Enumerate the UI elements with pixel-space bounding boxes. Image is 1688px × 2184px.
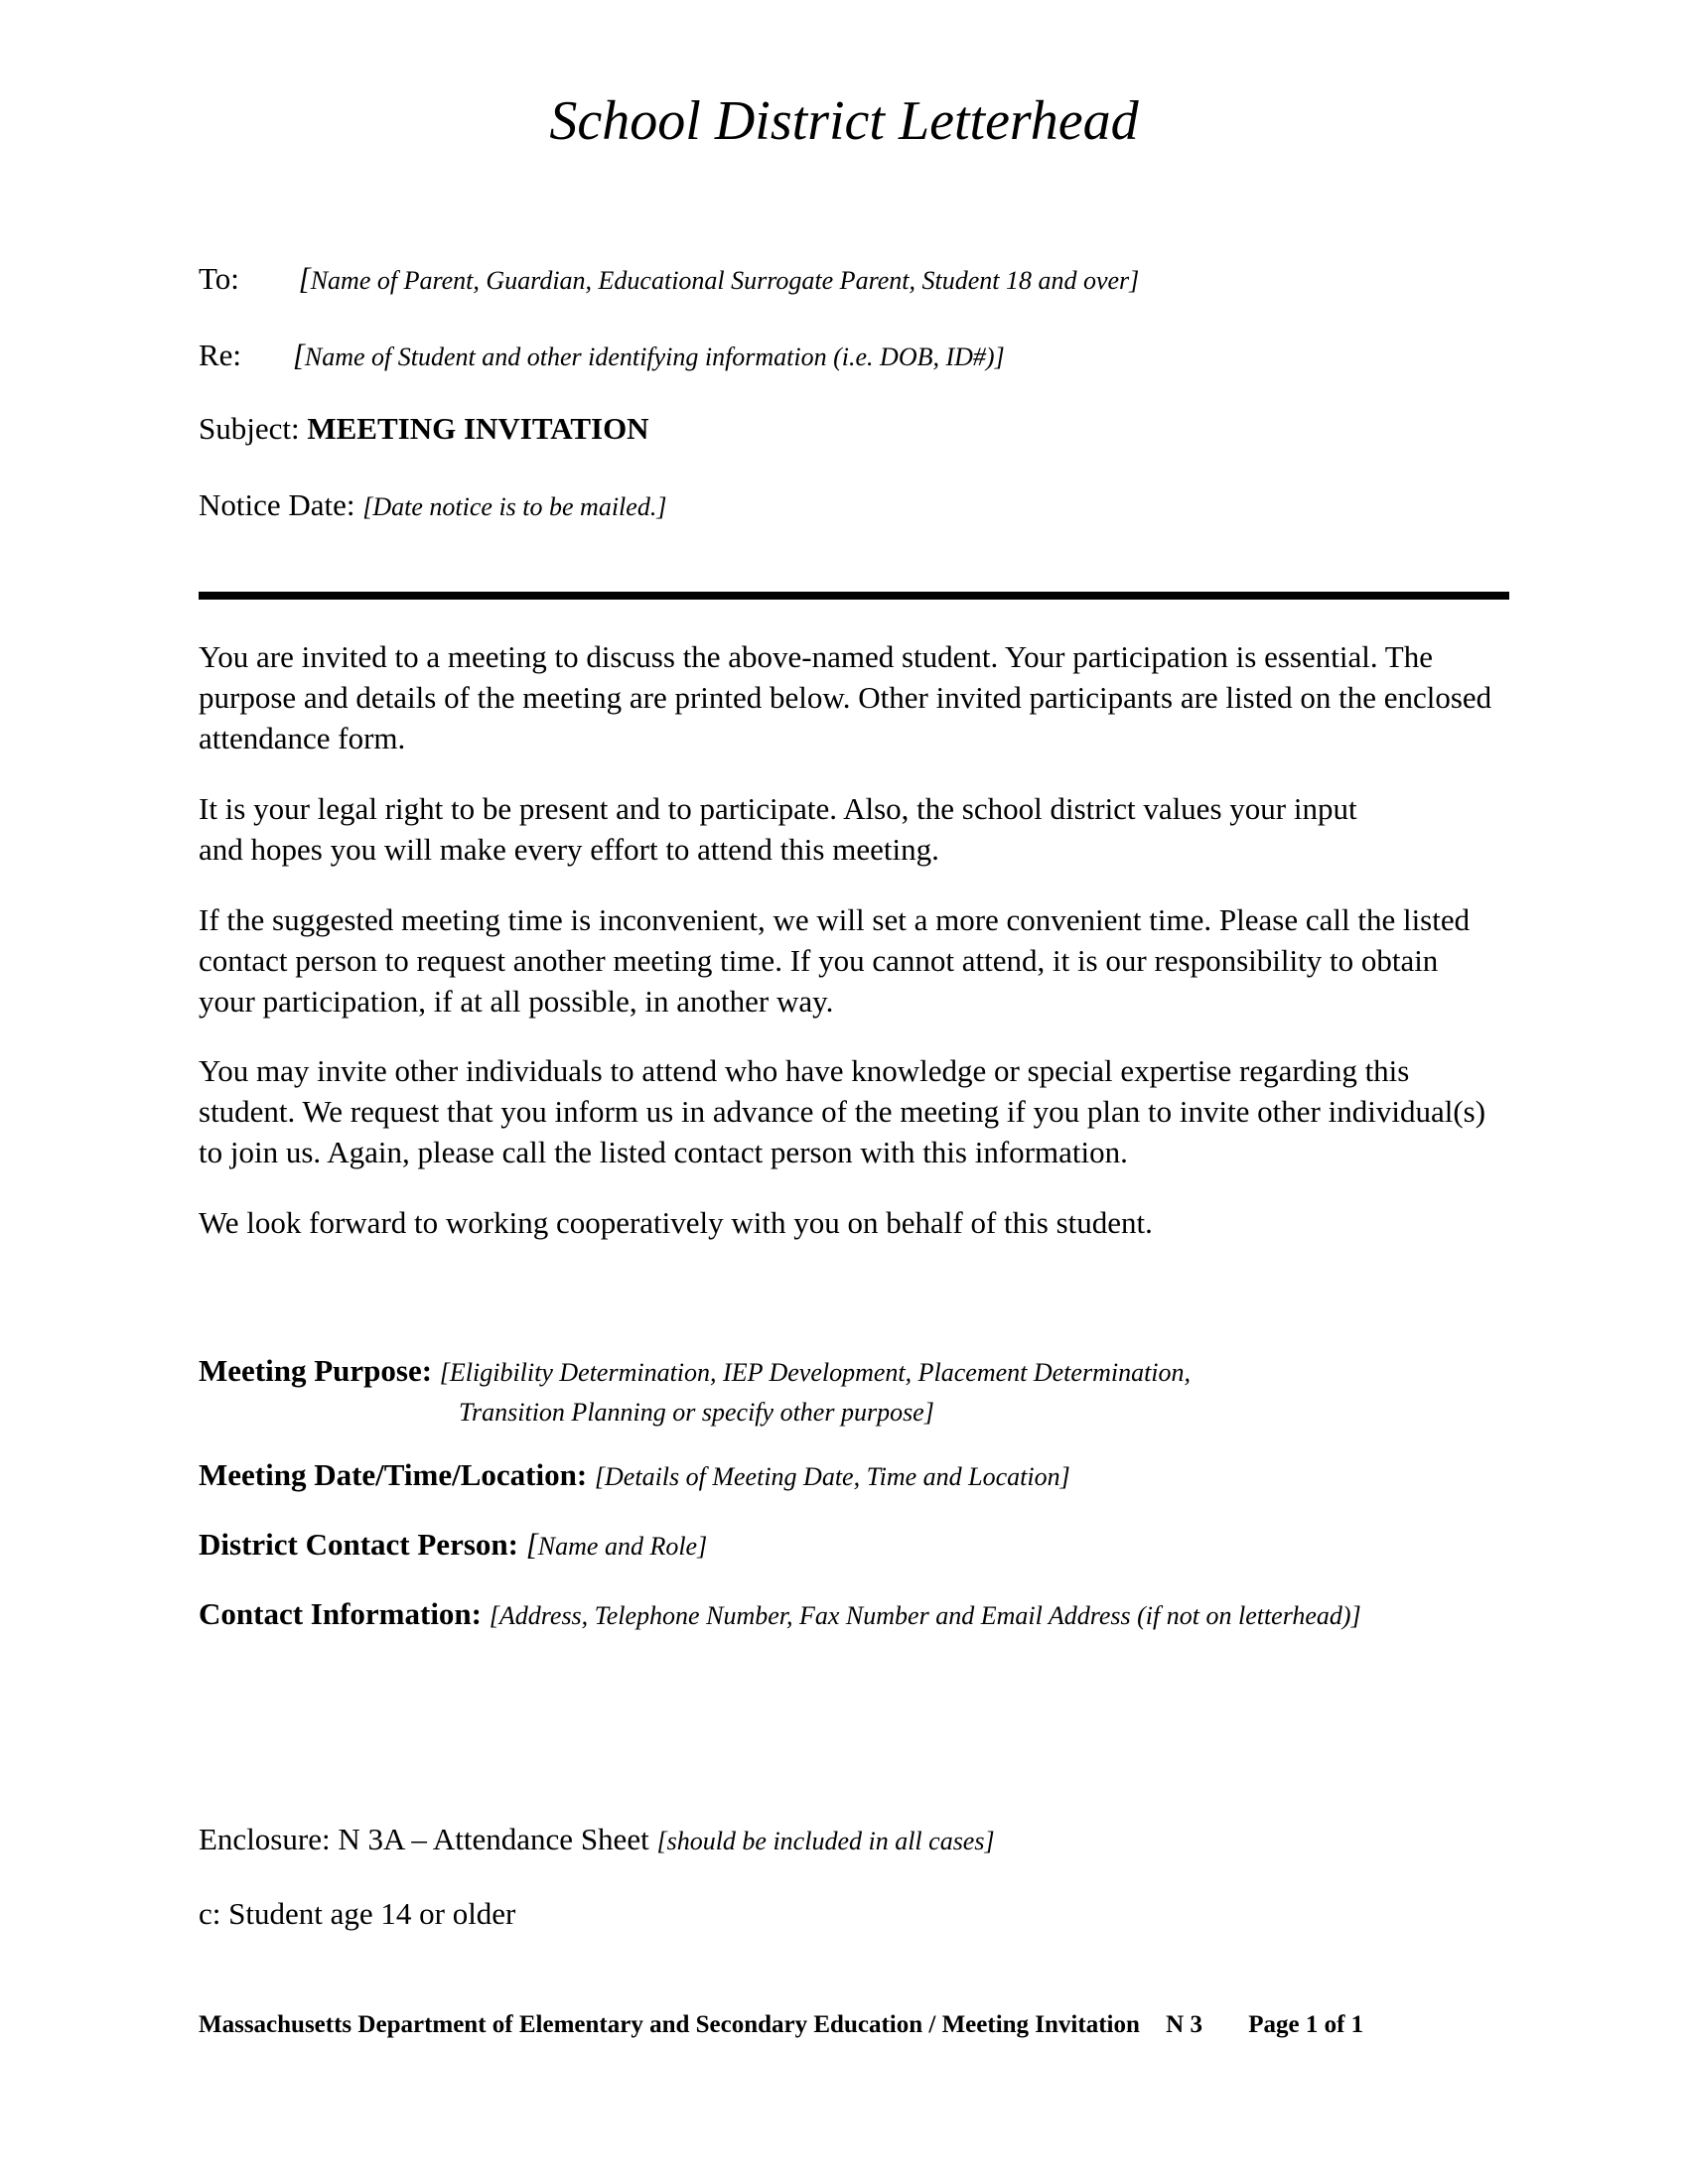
footer-title: Massachusetts Department of Elementary and Secondary Education / Meeting Invitation xyxy=(199,2011,1140,2038)
meeting-datetime-label: Meeting Date/Time/Location: xyxy=(199,1457,588,1492)
contact-info-line xyxy=(199,1595,1361,1632)
enclosure-line xyxy=(199,1821,995,1857)
paragraph-legal-right: It is your legal right to be present and to participate. Also, the school district values your input and hopes you will make every effort to attend this meeting. xyxy=(199,791,1357,867)
meeting-purpose-value-1: [Eligibility Determination, IEP Development, Placement Determination, xyxy=(439,1358,1192,1387)
to-label: To: xyxy=(199,261,239,296)
footer-form-number: N 3 xyxy=(1166,2011,1202,2038)
re-placeholder: Name of Student and other identifying information (i.e. DOB, ID#)] xyxy=(304,342,1005,371)
subject-label: Subject: xyxy=(199,411,300,446)
contact-info-value: [Address, Telephone Number, Fax Number and Email Address (if not on letterhead)] xyxy=(489,1601,1361,1630)
meeting-purpose-line xyxy=(199,1352,1191,1389)
meeting-datetime-line xyxy=(199,1456,1070,1493)
re-line xyxy=(199,337,1005,373)
paragraph-invitation: You are invited to a meeting to discuss the above-named student. Your participation is essential. The purpose and details of the meeting are printed below. Other invited participants are listed on the enclosed attendance form. xyxy=(199,639,1492,755)
meeting-purpose-value-2: Transition Planning or specify other purpose] xyxy=(459,1398,934,1427)
notice-date-label: Notice Date: xyxy=(199,487,355,522)
district-contact-open-bracket: [ xyxy=(525,1527,538,1562)
contact-info-label: Contact Information: xyxy=(199,1596,482,1631)
meeting-purpose-label: Meeting Purpose: xyxy=(199,1353,433,1388)
subject-value: MEETING INVITATION xyxy=(307,411,649,446)
header-divider xyxy=(199,592,1509,600)
letterhead-title: School District Letterhead xyxy=(549,90,1139,152)
footer-page-number: Page 1 of 1 xyxy=(1248,2011,1364,2038)
to-open-bracket: [ xyxy=(298,261,311,296)
district-contact-label: District Contact Person: xyxy=(199,1527,518,1562)
cc-line: c: Student age 14 or older xyxy=(199,1896,516,1931)
re-open-bracket: [ xyxy=(292,338,305,372)
paragraph-other-individuals: You may invite other individuals to attend who have knowledge or special expertise regarding this student. We request that you inform us in advance of the meeting if you plan to invite other individual(s) to join us. Again, please call the listed contact person with this information. xyxy=(199,1053,1486,1169)
notice-date-placeholder: [Date notice is to be mailed.] xyxy=(362,492,667,521)
enclosure-note: [should be included in all cases] xyxy=(656,1827,995,1855)
district-contact-line xyxy=(199,1526,707,1563)
page-footer xyxy=(199,2011,1363,2039)
notice-date-line xyxy=(199,486,666,523)
meeting-purpose-continuation xyxy=(459,1392,934,1429)
to-placeholder: Name of Parent, Guardian, Educational Surrogate Parent, Student 18 and over] xyxy=(310,266,1140,295)
paragraph-reschedule: If the suggested meeting time is inconvenient, we will set a more convenient time. Please call the listed contact person to request another meeting time. If you cannot attend, it is our responsibility to obtain your participation, if at all possible, in another way. xyxy=(199,902,1471,1019)
subject-line xyxy=(199,410,649,447)
enclosure-text: Enclosure: N 3A – Attendance Sheet xyxy=(199,1822,649,1856)
re-label: Re: xyxy=(199,338,242,372)
meeting-datetime-value: [Details of Meeting Date, Time and Location] xyxy=(594,1462,1070,1491)
district-contact-value: Name and Role] xyxy=(537,1532,708,1561)
to-line xyxy=(199,260,1139,297)
paragraph-closing: We look forward to working cooperatively with you on behalf of this student. xyxy=(199,1205,1153,1240)
